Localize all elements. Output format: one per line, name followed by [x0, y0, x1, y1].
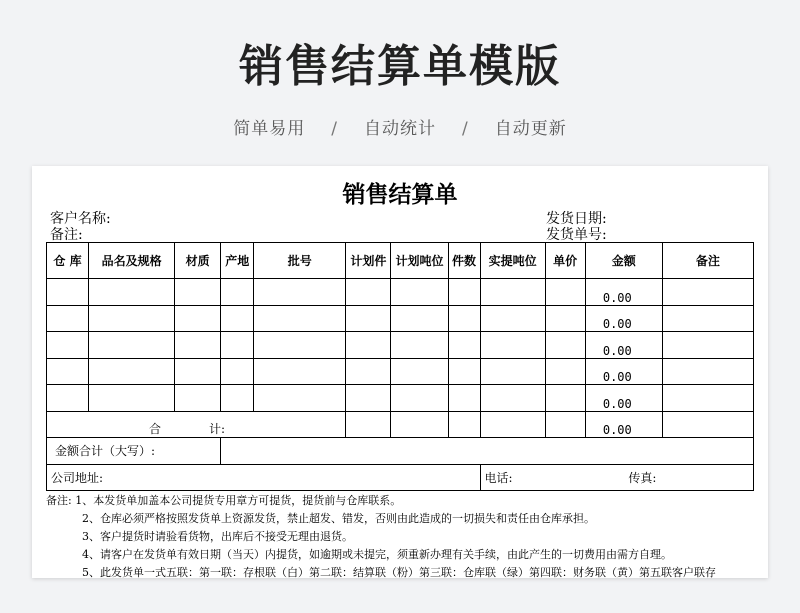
col-origin: 产地 — [221, 243, 254, 279]
cell[interactable] — [391, 332, 448, 359]
cell[interactable] — [448, 358, 480, 385]
cell[interactable] — [391, 279, 448, 306]
total-char-ji: 计: — [209, 422, 226, 436]
ship-number-label: 发货单号: — [546, 227, 607, 243]
cell[interactable] — [545, 279, 585, 306]
col-product-spec: 品名及规格 — [89, 243, 175, 279]
cell[interactable] — [175, 358, 221, 385]
amount-cell[interactable]: 0.00 — [585, 332, 662, 359]
cell[interactable] — [545, 411, 585, 438]
remark-label: 备注: — [50, 227, 83, 243]
address-row — [47, 464, 754, 491]
cell[interactable] — [254, 279, 346, 306]
cell[interactable] — [545, 358, 585, 385]
cell[interactable] — [346, 358, 391, 385]
fax-label: 传真: — [628, 470, 657, 485]
cell[interactable] — [47, 358, 89, 385]
col-unit-price: 单价 — [545, 243, 585, 279]
col-planned-tonnage: 计划吨位 — [391, 243, 448, 279]
amount-words-label: 金额合计（大写）: — [47, 438, 221, 465]
cell[interactable] — [47, 279, 89, 306]
cell[interactable] — [480, 332, 545, 359]
settlement-form-sheet — [32, 166, 768, 578]
cell[interactable] — [448, 332, 480, 359]
note-line: 2、仓库必须严格按照发货单上资源发货，禁止超发、错发，否则由此造成的一切损失和责任由仓库承担。 — [82, 512, 595, 525]
total-label — [47, 411, 346, 438]
cell[interactable] — [221, 385, 254, 412]
cell[interactable] — [662, 305, 753, 332]
company-address-label: 公司地址: — [47, 464, 481, 491]
col-actual-tonnage: 实提吨位 — [480, 243, 545, 279]
cell[interactable] — [391, 385, 448, 412]
tag-auto-stats: 自动统计 — [364, 119, 436, 139]
cell[interactable] — [346, 385, 391, 412]
cell[interactable] — [480, 279, 545, 306]
cell[interactable] — [89, 305, 175, 332]
tag-separator: / — [331, 119, 338, 139]
note-line: 5、此发货单一式五联：第一联：存根联（白）第二联：结算联（粉）第三联：仓库联（绿）第四联：财务联（黄）第五联客户联存 — [82, 566, 716, 578]
notes-block — [46, 492, 758, 578]
col-pieces: 件数 — [448, 243, 480, 279]
cell[interactable] — [480, 305, 545, 332]
cell[interactable] — [89, 279, 175, 306]
cell[interactable] — [89, 385, 175, 412]
cell[interactable] — [662, 358, 753, 385]
cell[interactable] — [221, 358, 254, 385]
table-row — [47, 279, 754, 306]
cell[interactable] — [221, 279, 254, 306]
cell[interactable] — [448, 385, 480, 412]
cell[interactable] — [47, 385, 89, 412]
tag-auto-update: 自动更新 — [494, 119, 567, 139]
cell[interactable] — [448, 411, 480, 438]
cell[interactable] — [254, 305, 346, 332]
cell[interactable] — [391, 358, 448, 385]
cell[interactable] — [254, 332, 346, 359]
cell[interactable] — [448, 305, 480, 332]
cell[interactable] — [221, 305, 254, 332]
col-planned-pieces: 计划件 — [346, 243, 391, 279]
cell[interactable] — [480, 385, 545, 412]
amount-words-field[interactable] — [221, 438, 754, 465]
table-row — [47, 358, 754, 385]
amount-words-row — [47, 438, 754, 465]
cell[interactable] — [662, 385, 753, 412]
note-line: 4、请客户在发货单有效日期（当天）内提货，如逾期或未提完，须重新办理有关手续，由此产生的一切费用由需方自理。 — [82, 548, 672, 561]
cell[interactable] — [346, 305, 391, 332]
ship-date-label: 发货日期: — [546, 211, 607, 227]
cell[interactable] — [221, 332, 254, 359]
total-amount-cell: 0.00 — [585, 411, 662, 438]
table-row — [47, 305, 754, 332]
tag-easy: 简单易用 — [233, 119, 306, 139]
col-material: 材质 — [175, 243, 221, 279]
cell[interactable] — [254, 385, 346, 412]
amount-cell[interactable]: 0.00 — [585, 305, 662, 332]
table-header-row — [47, 243, 754, 279]
tag-separator: / — [462, 119, 469, 139]
cell[interactable] — [662, 279, 753, 306]
cell[interactable] — [662, 411, 753, 438]
cell[interactable] — [346, 411, 391, 438]
cell[interactable] — [480, 358, 545, 385]
cell[interactable] — [89, 358, 175, 385]
cell[interactable] — [391, 411, 448, 438]
total-char-he: 合 — [149, 422, 162, 436]
note-line: 备注: 1、本发货单加盖本公司提货专用章方可提货，提货前与仓库联系。 — [46, 494, 402, 507]
cell[interactable] — [662, 332, 753, 359]
cell[interactable] — [47, 305, 89, 332]
customer-name-label: 客户名称: — [50, 211, 111, 227]
cell[interactable] — [254, 358, 346, 385]
note-line: 3、客户提货时请验看货物，出库后不接受无理由退货。 — [82, 530, 353, 543]
amount-cell[interactable]: 0.00 — [585, 279, 662, 306]
col-warehouse: 仓 库 — [47, 243, 89, 279]
cell[interactable] — [175, 332, 221, 359]
page-heading: 销售结算单模版 — [239, 41, 561, 92]
col-batch: 批号 — [254, 243, 346, 279]
table-row — [47, 385, 754, 412]
cell[interactable] — [545, 305, 585, 332]
cell[interactable] — [47, 332, 89, 359]
goods-table — [46, 242, 754, 491]
cell[interactable] — [175, 385, 221, 412]
cell[interactable] — [545, 332, 585, 359]
table-row — [47, 332, 754, 359]
feature-tags — [0, 114, 800, 139]
amount-cell[interactable]: 0.00 — [585, 385, 662, 412]
cell[interactable] — [545, 385, 585, 412]
cell[interactable] — [448, 279, 480, 306]
cell[interactable] — [175, 279, 221, 306]
cell[interactable] — [89, 332, 175, 359]
amount-cell[interactable]: 0.00 — [585, 358, 662, 385]
cell[interactable] — [346, 279, 391, 306]
col-amount: 金额 — [585, 243, 662, 279]
cell[interactable] — [391, 305, 448, 332]
cell[interactable] — [175, 305, 221, 332]
cell[interactable] — [346, 332, 391, 359]
col-remark: 备注 — [662, 243, 753, 279]
cell[interactable] — [480, 411, 545, 438]
form-title: 销售结算单 — [342, 182, 458, 208]
phone-label: 电话: — [484, 470, 513, 485]
total-row — [47, 411, 754, 438]
contact-cell — [480, 464, 753, 491]
